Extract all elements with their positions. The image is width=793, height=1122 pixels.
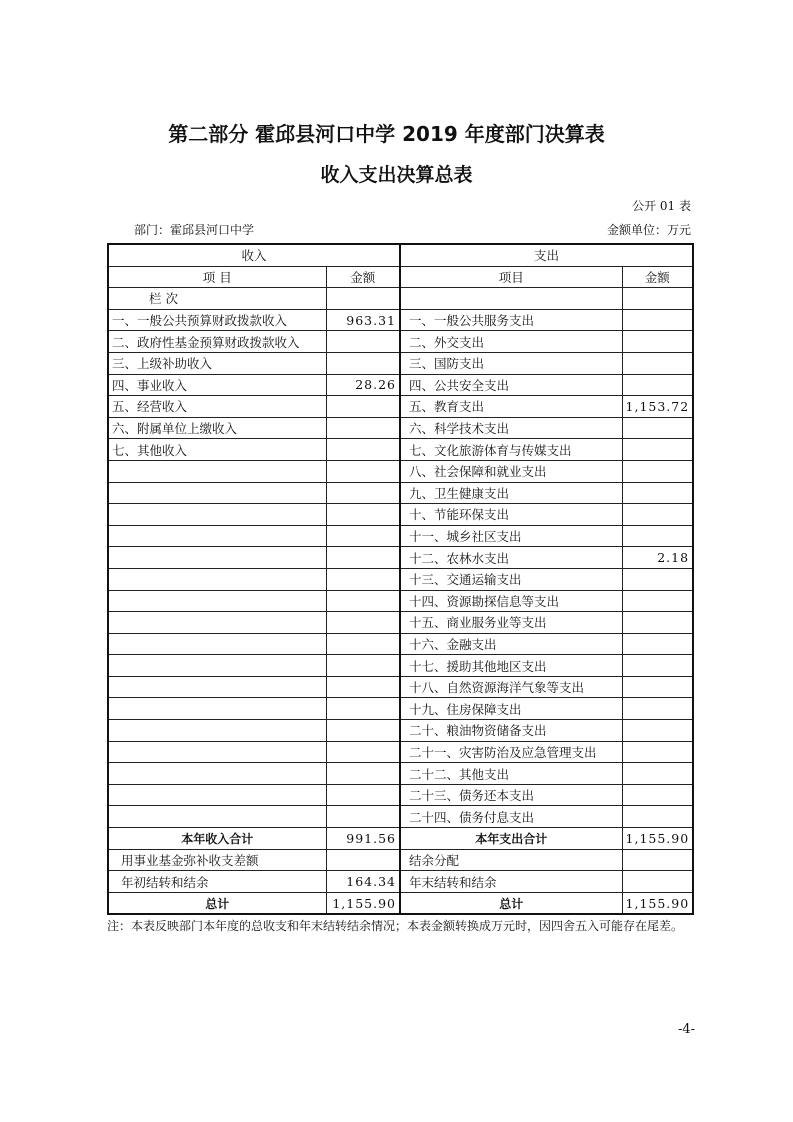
income-amount-cell — [326, 547, 400, 569]
income-item-cell: 四、事业收入 — [108, 374, 326, 396]
income-item-cell — [108, 633, 326, 655]
income-amount-cell — [326, 590, 400, 612]
table-row — [108, 547, 693, 569]
unit-label: 金额单位：万元 — [606, 223, 691, 237]
expense-item-cell: 二十、粮油物资储备支出 — [400, 720, 622, 742]
table-row — [108, 525, 693, 547]
expense-amount-cell — [622, 331, 693, 353]
expense-amount-cell — [622, 504, 693, 526]
income-item-cell: 三、上级补助收入 — [108, 352, 326, 374]
surplus-label: 结余分配 — [400, 849, 622, 871]
income-item-cell — [108, 568, 326, 590]
expense-item-cell: 十一、城乡社区支出 — [400, 525, 622, 547]
table-row — [108, 698, 693, 720]
income-amount-cell — [326, 460, 400, 482]
table-row — [108, 655, 693, 677]
expense-amount-cell — [622, 612, 693, 634]
expense-amount-cell — [622, 806, 693, 828]
income-item-cell: 六、附属单位上缴收入 — [108, 417, 326, 439]
table-row — [108, 439, 693, 461]
end-value — [622, 871, 693, 893]
grand-total-row — [108, 892, 693, 914]
expense-item-cell: 十五、商业服务业等支出 — [400, 612, 622, 634]
expense-item-cell: 四、公共安全支出 — [400, 374, 622, 396]
expense-amount-cell — [622, 525, 693, 547]
table-row — [108, 763, 693, 785]
income-item-cell — [108, 741, 326, 763]
expense-amount-cell — [622, 784, 693, 806]
department-label: 部门：霍邱县河口中学 — [134, 223, 255, 237]
form-code: 公开 01 表 — [632, 199, 691, 213]
expense-amount-cell — [622, 655, 693, 677]
income-amount-cell — [326, 633, 400, 655]
income-amount-cell — [326, 504, 400, 526]
expense-amount-cell — [622, 460, 693, 482]
grand-in-label: 总计 — [108, 892, 326, 914]
fund-row — [108, 849, 693, 871]
expense-amount-cell — [622, 741, 693, 763]
income-amount-cell — [326, 396, 400, 418]
column-row-label: 栏 次 — [108, 288, 326, 310]
total-income-label: 本年收入合计 — [108, 828, 326, 850]
income-item-cell: 二、政府性基金预算财政拨款收入 — [108, 331, 326, 353]
table-row — [108, 612, 693, 634]
expense-item-cell: 六、科学技术支出 — [400, 417, 622, 439]
income-item-cell — [108, 504, 326, 526]
income-amount-cell — [326, 763, 400, 785]
table-row — [108, 568, 693, 590]
income-amount-cell — [326, 784, 400, 806]
expense-item-cell: 十七、援助其他地区支出 — [400, 655, 622, 677]
expense-amount-cell — [622, 676, 693, 698]
income-amount-cell — [326, 525, 400, 547]
table-row — [108, 417, 693, 439]
grand-out-label: 总计 — [400, 892, 622, 914]
expense-item-cell: 七、文化旅游体育与传媒支出 — [400, 439, 622, 461]
income-amount-cell — [326, 698, 400, 720]
income-item-cell — [108, 806, 326, 828]
expense-item-cell: 十八、自然资源海洋气象等支出 — [400, 676, 622, 698]
income-amount-cell — [326, 482, 400, 504]
grand-out-value: 1,155.90 — [622, 892, 693, 914]
income-amount-cell — [326, 806, 400, 828]
page-title: 第二部分 霍邱县河口中学 2019 年度部门决算表 — [168, 122, 605, 146]
table-row — [108, 482, 693, 504]
income-item-cell — [108, 655, 326, 677]
income-amount-cell: 963.31 — [326, 309, 400, 331]
income-header: 收入 — [108, 244, 400, 266]
begin-value: 164.34 — [326, 871, 400, 893]
table-row — [108, 374, 693, 396]
income-amount-cell — [326, 439, 400, 461]
table-body — [108, 309, 693, 827]
income-amount-cell — [326, 741, 400, 763]
table-row — [108, 331, 693, 353]
income-item-cell — [108, 460, 326, 482]
income-amount-col: 金额 — [326, 266, 400, 288]
income-item-cell: 五、经营收入 — [108, 396, 326, 418]
income-item-cell: 七、其他收入 — [108, 439, 326, 461]
table-row — [108, 396, 693, 418]
table-row — [108, 590, 693, 612]
income-amount-cell — [326, 676, 400, 698]
table-row — [108, 741, 693, 763]
table-row — [108, 720, 693, 742]
expense-amount-cell — [622, 352, 693, 374]
expense-amount-cell — [622, 590, 693, 612]
expense-amount-cell — [622, 633, 693, 655]
income-amount-cell: 28.26 — [326, 374, 400, 396]
table-row — [108, 309, 693, 331]
income-amount-cell — [326, 612, 400, 634]
expense-item-cell: 九、卫生健康支出 — [400, 482, 622, 504]
expense-amount-cell — [622, 482, 693, 504]
total-row — [108, 828, 693, 850]
grand-in-value: 1,155.90 — [326, 892, 400, 914]
total-expense-label: 本年支出合计 — [400, 828, 622, 850]
table-row — [108, 676, 693, 698]
expense-item-cell: 十三、交通运输支出 — [400, 568, 622, 590]
expense-item-cell: 十四、资源勘探信息等支出 — [400, 590, 622, 612]
income-item-cell — [108, 547, 326, 569]
income-item-cell — [108, 784, 326, 806]
expense-item-cell: 二、外交支出 — [400, 331, 622, 353]
income-amount-cell — [326, 655, 400, 677]
table-row — [108, 784, 693, 806]
income-item-cell — [108, 698, 326, 720]
expense-amount-cell — [622, 439, 693, 461]
income-amount-cell — [326, 417, 400, 439]
income-item-cell — [108, 590, 326, 612]
carryover-row — [108, 871, 693, 893]
expense-amount-cell — [622, 720, 693, 742]
expense-item-cell: 二十一、灾害防治及应急管理支出 — [400, 741, 622, 763]
total-income-value: 991.56 — [326, 828, 400, 850]
table-row — [108, 806, 693, 828]
expense-amount-cell: 1,153.72 — [622, 396, 693, 418]
page-number: -4- — [677, 1022, 695, 1037]
income-item-cell — [108, 720, 326, 742]
income-amount-cell — [326, 568, 400, 590]
income-item-col: 项 目 — [108, 266, 326, 288]
expense-amount-cell — [622, 763, 693, 785]
end-label: 年末结转和结余 — [400, 871, 622, 893]
expense-amount-cell — [622, 417, 693, 439]
income-item-cell — [108, 763, 326, 785]
expense-amount-cell — [622, 698, 693, 720]
fund-value — [326, 849, 400, 871]
expense-amount-cell: 2.18 — [622, 547, 693, 569]
surplus-value — [622, 849, 693, 871]
income-expense-table — [107, 243, 694, 915]
table-subtitle: 收入支出决算总表 — [320, 164, 473, 186]
income-item-cell: 一、一般公共预算财政拨款收入 — [108, 309, 326, 331]
expense-item-col: 项目 — [400, 266, 622, 288]
expense-amount-cell — [622, 568, 693, 590]
income-item-cell — [108, 676, 326, 698]
income-item-cell — [108, 482, 326, 504]
expense-amount-col: 金额 — [622, 266, 693, 288]
expense-item-cell: 十二、农林水支出 — [400, 547, 622, 569]
table-row — [108, 504, 693, 526]
income-item-cell — [108, 612, 326, 634]
expense-header: 支出 — [400, 244, 693, 266]
begin-label: 年初结转和结余 — [108, 871, 326, 893]
table-row — [108, 633, 693, 655]
expense-item-cell: 二十二、其他支出 — [400, 763, 622, 785]
expense-item-cell: 十九、住房保障支出 — [400, 698, 622, 720]
expense-amount-cell — [622, 309, 693, 331]
expense-item-cell: 二十三、债务还本支出 — [400, 784, 622, 806]
expense-item-cell: 二十四、债务付息支出 — [400, 806, 622, 828]
income-amount-cell — [326, 720, 400, 742]
expense-item-cell: 一、一般公共服务支出 — [400, 309, 622, 331]
expense-item-cell: 八、社会保障和就业支出 — [400, 460, 622, 482]
income-amount-cell — [326, 331, 400, 353]
expense-amount-cell — [622, 374, 693, 396]
expense-item-cell: 五、教育支出 — [400, 396, 622, 418]
expense-item-cell: 十、节能环保支出 — [400, 504, 622, 526]
table-row — [108, 460, 693, 482]
income-amount-cell — [326, 352, 400, 374]
income-item-cell — [108, 525, 326, 547]
table-row — [108, 352, 693, 374]
expense-item-cell: 三、国防支出 — [400, 352, 622, 374]
expense-item-cell: 十六、金融支出 — [400, 633, 622, 655]
fund-label: 用事业基金弥补收支差额 — [108, 849, 326, 871]
footnote: 注：本表反映部门本年度的总收支和年末结转结余情况；本表金额转换成万元时，因四舍五入可能存在尾差。 — [107, 919, 684, 933]
total-expense-value: 1,155.90 — [622, 828, 693, 850]
